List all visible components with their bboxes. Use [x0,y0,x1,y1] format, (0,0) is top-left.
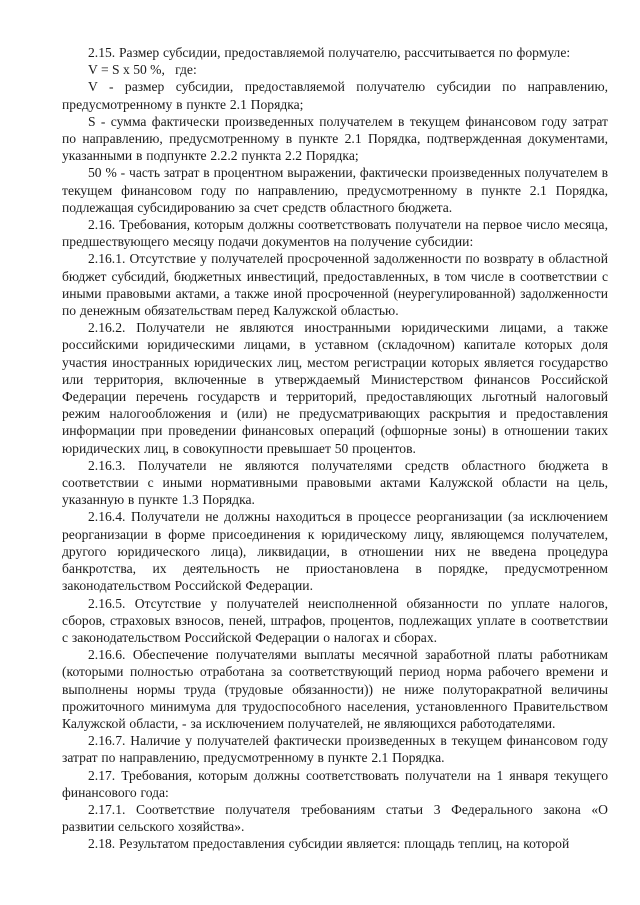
paragraph-2-16-5: 2.16.5. Отсутствие у получателей неисполненной обязанности по уплате налогов, сборов, страховых взносов, пеней, штрафов, процентов, подлежащих уплате в соответствии с законодательством Российской Федерации о налогах и сборах. [62,595,608,645]
paragraph-2-18: 2.18. Результатом предоставления субсидии является: площадь теплиц, на которой [88,836,570,852]
subsidy-formula: V = S x 50 %, где: [88,62,197,78]
definition-s: S - сумма фактически произведенных получателем в текущем финансовом году затрат по направлению, предусмотренному в пункте 2.1 Порядка, подтвержденная документами, указанными в подпункте 2.2.2 пункта 2.2 Порядка; [62,113,608,164]
definition-50-percent: 50 % - часть затрат в процентном выражении, фактически произведенных получателем в текущем финансовом году по направлению, предусмотренному в пункте 2.1 Порядка, подлежащая субсидированию за счет средств областного бюджета. [62,165,608,215]
paragraph-2-16-4: 2.16.4. Получатели не должны находиться в процессе реорганизации (за исключением реорганизации в форме присоединения к юридическому лицу, являющемся получателем, другого юридического лица), ликвидации, в отношении них не введена процедура банкротства, их деятельность не приостановлена в порядке, предусмотренном законодательством Российской Федерации. [62,509,608,594]
paragraph-2-17-1: 2.17.1. Соответствие получателя требованиям статьи 3 Федерального закона «О развитии сельского хозяйства». [62,801,608,835]
paragraph-2-16-1: 2.16.1. Отсутствие у получателей просроченной задолженности по возврату в областной бюджет субсидий, бюджетных инвестиций, предоставленных, в том числе в соответствии с иными правовыми актами, а также иной просроченной (неурегулированной) задолженности по денежным обязательствам перед Калужской областью. [62,251,608,319]
paragraph-2-15: 2.15. Размер субсидии, предоставляемой получателю, рассчитывается по формуле: [88,45,571,60]
paragraph-2-17: 2.17. Требования, которым должны соответствовать получатели на 1 января текущего финансового года: [62,767,608,800]
paragraph-2-16-2: 2.16.2. Получатели не являются иностранными юридическими лицами, а также российскими юридическими лицами, в уставном (складочном) капитале которых доля участия иностранных юридических лиц, местом регистрации которых является государство или территория, включенные в утверждаемый Министерством финансов Российской Федерации перечень государств и территорий, предоставляющих льготный налоговый режим налогообложения и (или) не предусматривающих раскрытия и предоставления информации при проведении финансовых операций (офшорные зоны) в отношении таких юридических лиц, в совокупности превышает 50 процентов. [62,320,608,456]
paragraph-2-16-3: 2.16.3. Получатели не являются получателями средств областного бюджета в соответствии с иными нормативными правовыми актами Калужской области на цель, указанную в пункте 1.3 Порядка. [62,457,608,508]
paragraph-2-16-6: 2.16.6. Обеспечение получателями выплаты месячной заработной платы работникам (которыми полностью отработана за соответствующий период норма рабочего времени и выполнены нормы труда (трудовые обязанности)) не ниже полуторакратной величины прожиточного минимума для трудоспособного населения, установленного Правительством Калужской области, - за исключением получателей, не являющихся работодателями. [62,647,608,731]
document-body [62,44,608,853]
definition-v: V - размер субсидии, предоставляемой получателю субсидии по направлению, предусмотренному в пункте 2.1 Порядка; [62,79,608,112]
paragraph-2-16: 2.16. Требования, которым должны соответствовать получатели на первое число месяца, предшествующего месяцу подачи документов на получение субсидии: [62,217,608,250]
paragraph-2-16-7: 2.16.7. Наличие у получателей фактически произведенных в текущем финансовом году затрат по направлению, предусмотренному в пункте 2.1 Порядка. [62,733,608,766]
